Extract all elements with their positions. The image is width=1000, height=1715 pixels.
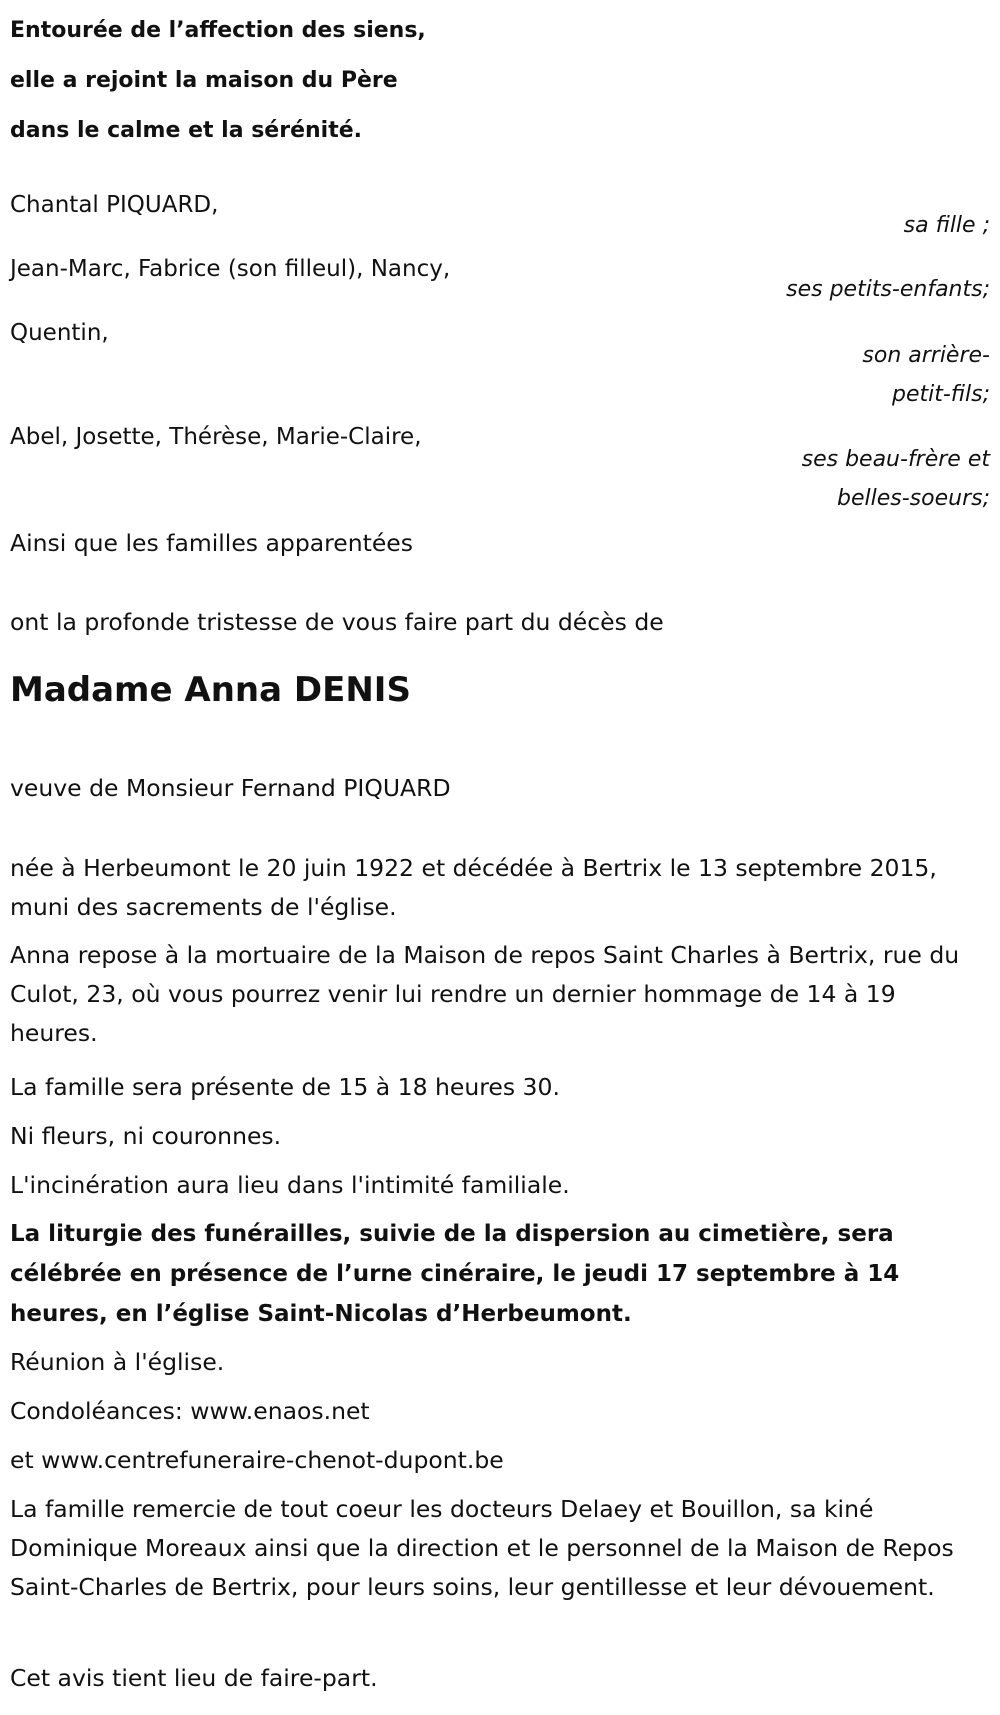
family-relation: ses beau-frère et belles-soeurs; — [801, 447, 990, 511]
family-names: Jean-Marc, Fabrice (son filleul), Nancy, — [10, 256, 451, 282]
family-entry-daughter — [10, 190, 990, 238]
meeting-line: Réunion à l'église. — [10, 1348, 225, 1376]
widow-of-line: veuve de Monsieur Fernand PIQUARD — [10, 774, 451, 802]
condolences-website-line: et www.centrefuneraire-chenot-dupont.be — [10, 1446, 504, 1474]
liturgy-paragraph: La liturgie des funérailles, suivie de la dispersion au cimetière, sera célébrée en présence de l’urne cinéraire, le jeudi 17 septembre à 14 heures, en l’église Saint-Nicolas d’Herbeumont. — [10, 1221, 900, 1327]
deceased-name: Madame Anna DENIS — [10, 670, 411, 710]
intro-line: elle a rejoint la maison du Père — [10, 68, 398, 93]
thanks-paragraph: La famille remercie de tout coeur les docteurs Delaey et Bouillon, sa kiné Dominique Moreaux ainsi que la direction et le personnel de la Maison de Repos Saint-Charles de Bertrix, pour leurs soins, leur gentillesse et leur dévouement. — [10, 1495, 954, 1601]
closing-line: Cet avis tient lieu de faire-part. — [10, 1664, 378, 1692]
family-entry-grandchildren — [10, 254, 990, 302]
family-relation: sa fille ; — [903, 213, 990, 238]
family-relation: ses petits-enfants; — [786, 277, 990, 302]
family-present-line: La famille sera présente de 15 à 18 heures 30. — [10, 1073, 560, 1101]
relatives-line: Ainsi que les familles apparentées — [10, 529, 414, 557]
birth-death-paragraph: née à Herbeumont le 20 juin 1922 et décédée à Bertrix le 13 septembre 2015, muni des sacrements de l'église. — [10, 854, 937, 921]
repose-paragraph: Anna repose à la mortuaire de la Maison de repos Saint Charles à Bertrix, rue du Culot, 23, où vous pourrez venir lui rendre un dernier hommage de 14 à 19 heures. — [10, 941, 960, 1047]
family-names: Quentin, — [10, 320, 109, 346]
intro-verse — [10, 6, 990, 156]
family-entry-great-grandson — [10, 318, 990, 407]
family-names: Abel, Josette, Thérèse, Marie-Claire, — [10, 424, 422, 450]
condolences-line: Condoléances: www.enaos.net — [10, 1397, 370, 1425]
incineration-line: L'incinération aura lieu dans l'intimité familiale. — [10, 1171, 570, 1199]
family-names: Chantal PIQUARD, — [10, 192, 219, 218]
no-flowers-line: Ni fleurs, ni couronnes. — [10, 1122, 282, 1150]
announcement-line: ont la profonde tristesse de vous faire part du décès de — [10, 608, 664, 636]
family-entry-in-laws — [10, 422, 990, 511]
family-relation: son arrière- petit-fils; — [862, 343, 990, 407]
intro-line: dans le calme et la sérénité. — [10, 118, 362, 143]
intro-line: Entourée de l’affection des siens, — [10, 18, 426, 43]
